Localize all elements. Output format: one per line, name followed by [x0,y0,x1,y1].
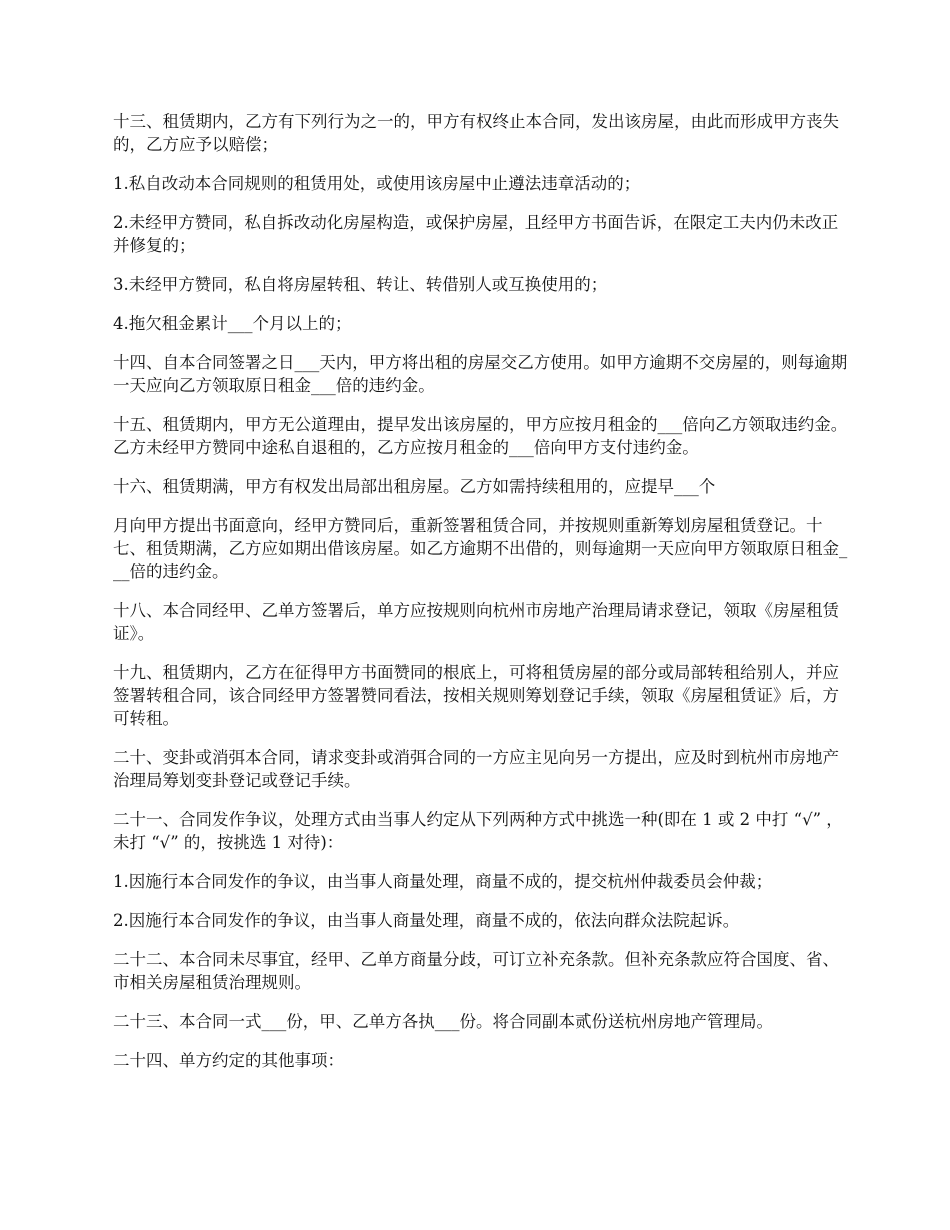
clause-16-17: 月向甲方提出书面意向，经甲方赞同后，重新签署租赁合同，并按规则重新筹划房屋租赁登记。十七、租赁期满，乙方应如期出借该房屋。如乙方逾期不出借的，则每逾期一天应向甲方领取原日租金___倍的违约金。 [113,516,848,581]
clause-19: 十九、租赁期内，乙方在征得甲方书面赞同的根底上，可将租赁房屋的部分或局部转租给别人，并应签署转租合同，该合同经甲方签署赞同看法，按相关规则筹划登记手续，领取《房屋租赁证》后，方可转租。 [113,663,839,728]
clause-20: 二十、变卦或消弭本合同，请求变卦或消弭合同的一方应主见向另一方提出，应及时到杭州市房地产治理局筹划变卦登记或登记手续。 [113,748,839,790]
clause-14: 十四、自本合同签署之日___天内，甲方将出租的房屋交乙方使用。如甲方逾期不交房屋的，则每逾期一天应向乙方领取原日租金___倍的违约金。 [113,353,848,395]
clause-16-first-line: 十六、租赁期满，甲方有权发出局部出租房屋。乙方如需持续租用的，应提早___个 [113,477,716,496]
clause-21-option-2: 2.因施行本合同发作的争议，由当事人商量处理，商量不成的，依法向群众法院起诉。 [113,911,740,930]
clause-22: 二十二、本合同未尽事宜，经甲、乙单方商量分歧，可订立补充条款。但补充条款应符合国度、省、市相关房屋租赁治理规则。 [113,950,839,992]
clause-13-item-1: 1.私自改动本合同规则的租赁用处，或使用该房屋中止遵法违章活动的； [113,174,641,193]
clause-13-item-3: 3.未经甲方赞同，私自将房屋转租、转让、转借别人或互换使用的； [113,275,608,294]
document-body [113,110,848,1088]
clause-21-option-1: 1.因施行本合同发作的争议，由当事人商量处理，商量不成的，提交杭州仲裁委员会仲裁； [113,872,773,891]
clause-13-item-2: 2.未经甲方赞同，私自拆改动化房屋构造，或保护房屋，且经甲方书面告诉，在限定工夫内仍未改正并修复的； [113,213,839,255]
clause-23: 二十三、本合同一式___份，甲、乙单方各执___份。将合同副本贰份送杭州房地产管理局。 [113,1012,773,1031]
clause-13-item-4: 4.拖欠租金累计___个月以上的； [113,314,352,333]
clause-18: 十八、本合同经甲、乙单方签署后，单方应按规则向杭州市房地产治理局请求登记，领取《房屋租赁证》。 [113,601,839,643]
clause-15: 十五、租赁期内，甲方无公道理由，提早发出该房屋的，甲方应按月租金的___倍向乙方领取违约金。乙方未经甲方赞同中途私自退租的，乙方应按月租金的___倍向甲方支付违约金。 [113,415,848,457]
clause-24: 二十四、单方约定的其他事项： [113,1051,344,1070]
clause-13: 十三、租赁期内，乙方有下列行为之一的，甲方有权终止本合同，发出该房屋，由此而形成甲方丧失的，乙方应予以赔偿； [113,112,839,154]
clause-21: 二十一、合同发作争议，处理方式由当事人约定从下列两种方式中挑选一种(即在 1 或 2 中打 “√” ，未打 “√” 的，按挑选 1 对待)： [113,810,843,852]
